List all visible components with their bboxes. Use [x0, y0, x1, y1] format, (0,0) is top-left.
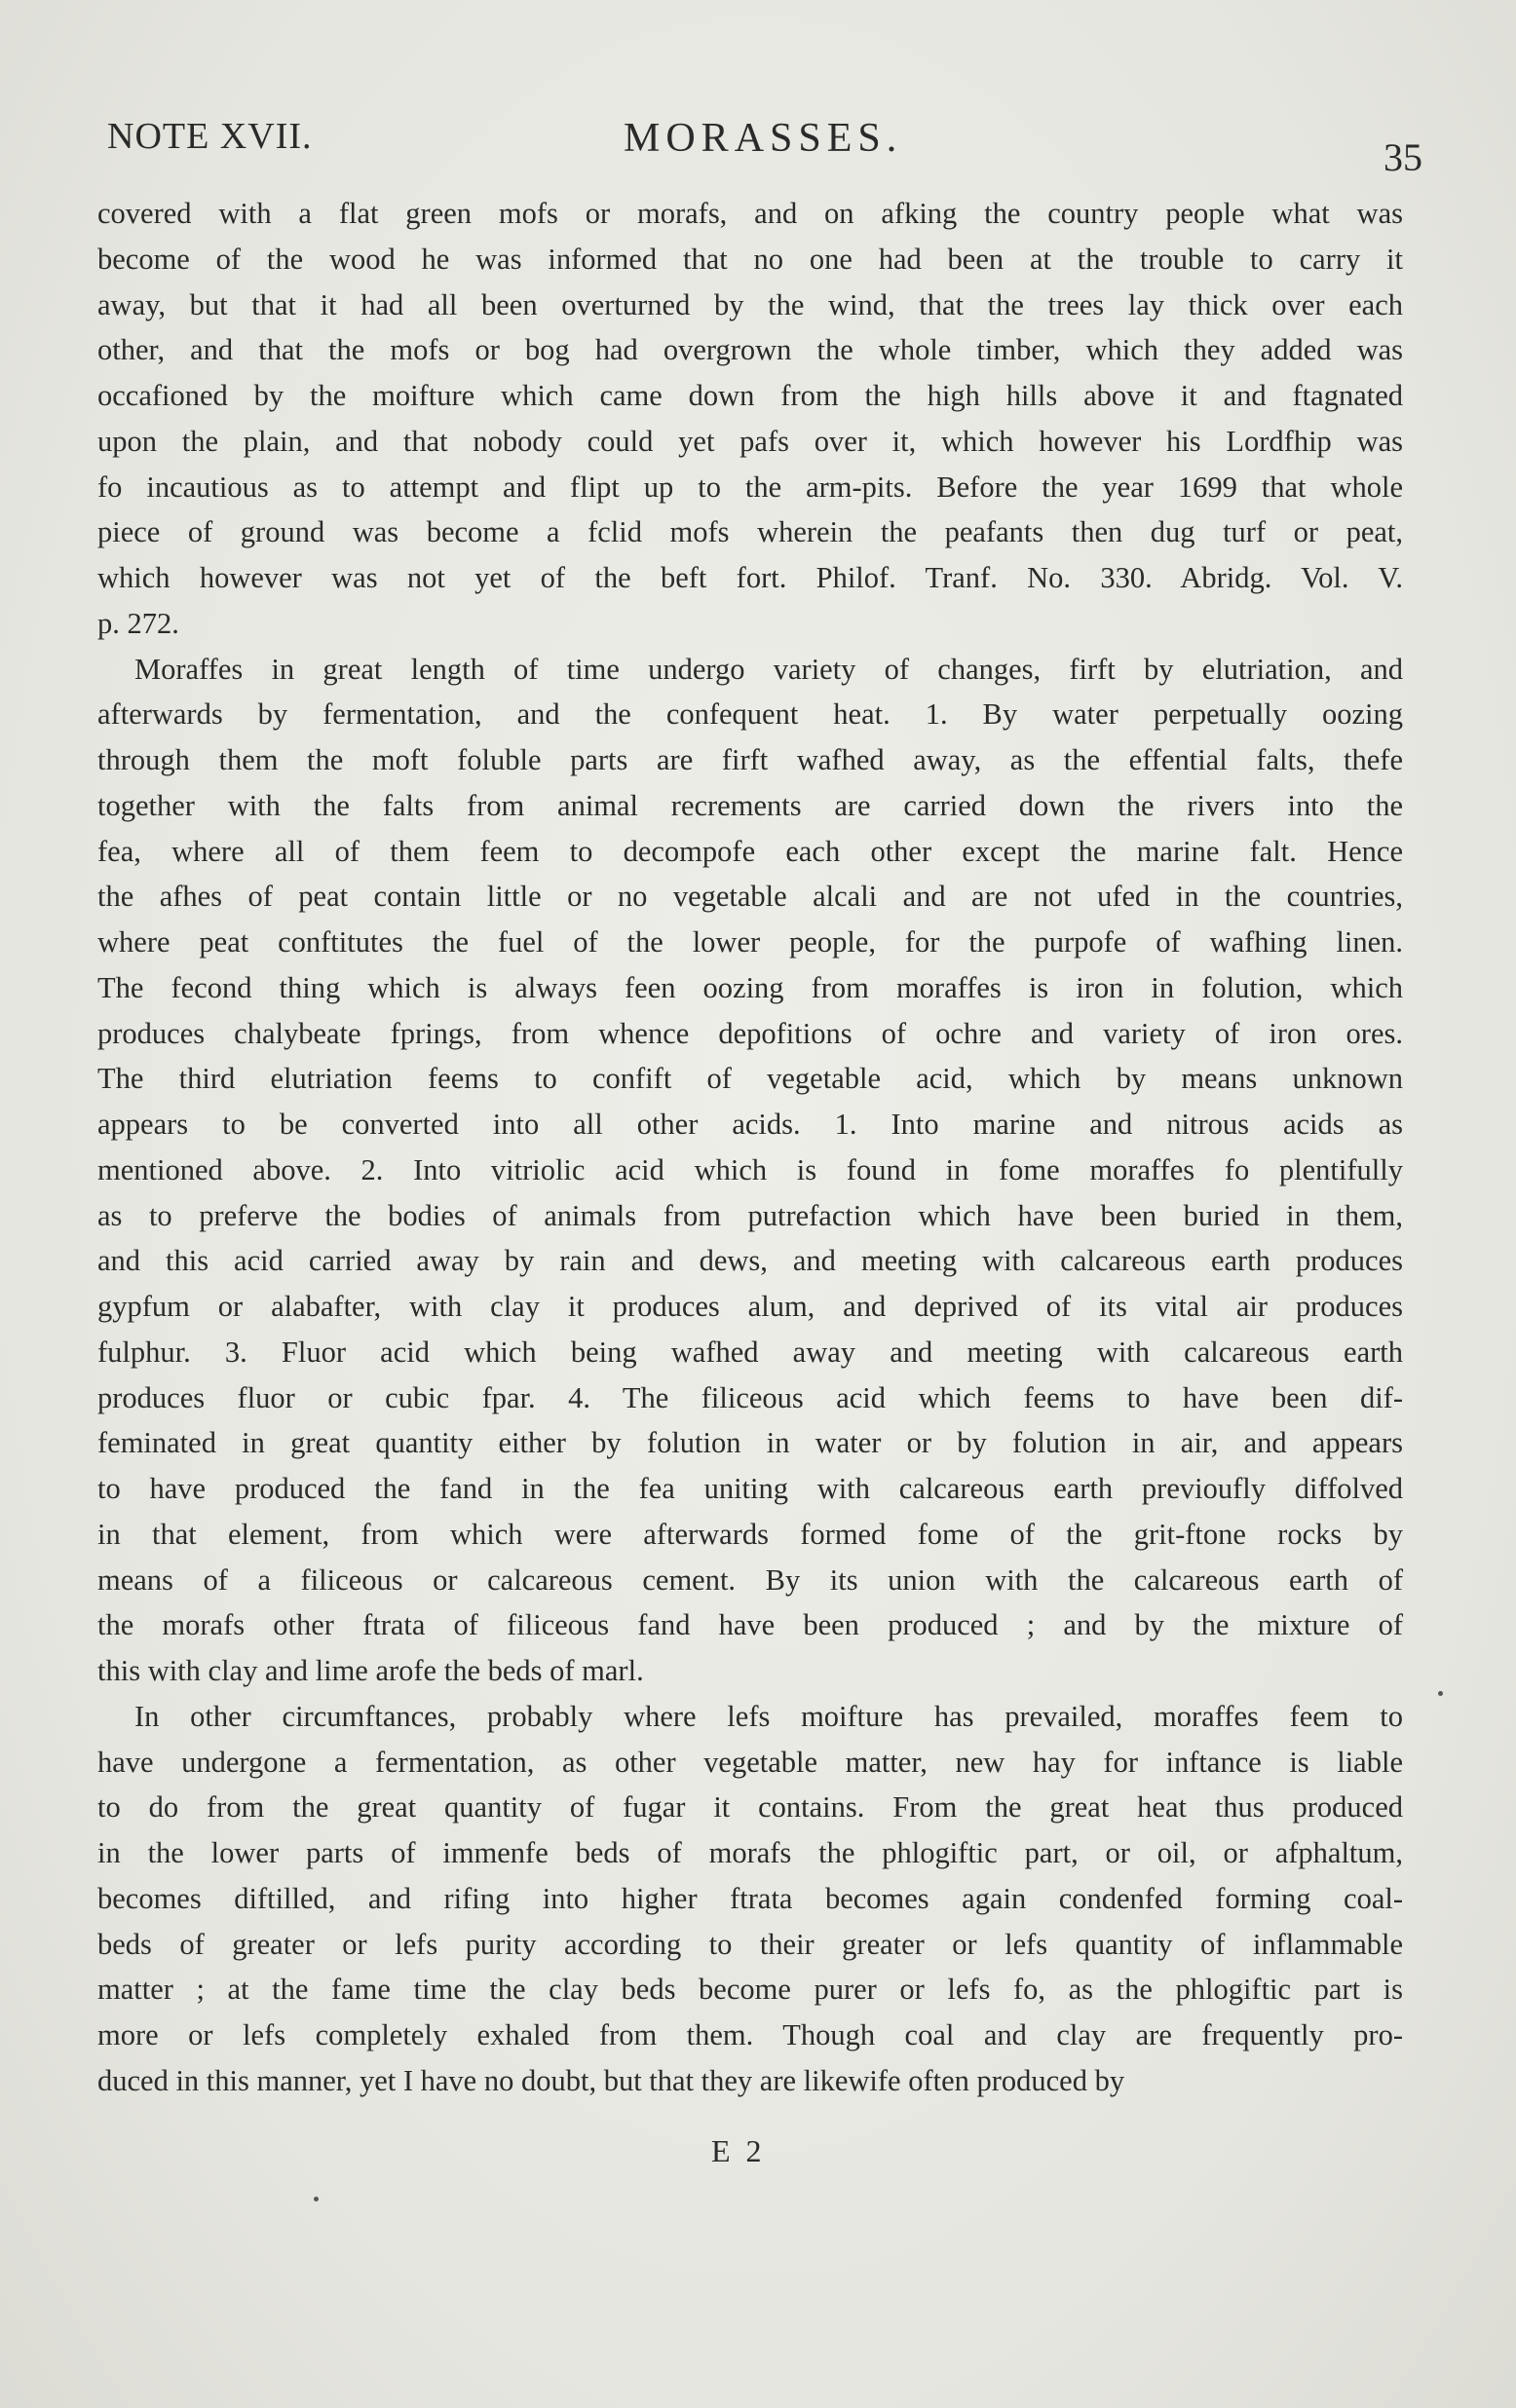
text-line: appears to be converted into all other acids. 1. Into marine and nitrous acids as: [97, 1108, 1403, 1141]
text-line: produces fluor or cubic fpar. 4. The filiceous acid which feems to have been dif-: [97, 1380, 1403, 1414]
text-line: through them the moft foluble parts are firft wafhed away, as the effential falts, thefe: [97, 743, 1403, 776]
text-line: the morafs other ftrata of filiceous fand have been produced ; and by the mixture of: [97, 1608, 1403, 1642]
text-line: mentioned above. 2. Into vitriolic acid which is found in fome moraffes fo plentifully: [97, 1152, 1403, 1186]
text-line: The third elutriation feems to confift of vegetable acid, which by means unknown: [97, 1062, 1403, 1096]
text-line: matter ; at the fame time the clay beds become purer or lefs fo, as the phlogiftic part is: [97, 1973, 1403, 2007]
text-line: produces chalybeate fprings, from whence depofitions of ochre and variety of iron ores.: [97, 1016, 1403, 1050]
text-line: other, and that the mofs or bog had overgrown the whole timber, which they added was: [97, 333, 1403, 367]
text-line: covered with a flat green mofs or morafs, and on afking the country people what was: [97, 197, 1403, 230]
text-line: The fecond thing which is always feen oozing from moraffes is iron in folution, which: [97, 970, 1403, 1004]
text-line: and this acid carried away by rain and dews, and meeting with calcareous earth produces: [97, 1244, 1403, 1278]
ink-speck: [314, 2197, 319, 2201]
paragraph: [97, 1694, 1403, 2104]
text-line: duced in this manner, yet I have no doubt, but that they are likewife often produced by: [97, 2063, 1125, 2097]
text-line: beds of greater or lefs purity according to their greater or lefs quantity of inflammable: [97, 1927, 1403, 1961]
text-line: more or lefs completely exhaled from them. Though coal and clay are frequently pro-: [97, 2018, 1403, 2051]
signature-mark: E 2: [711, 2133, 766, 2168]
text-line: the afhes of peat contain little or no vegetable alcali and are not ufed in the countries,: [97, 880, 1403, 914]
body-text: [97, 191, 1403, 2104]
text-line: In other circumftances, probably where lefs moifture has prevailed, moraffes feem to: [134, 1699, 1403, 1733]
ink-speck: [1438, 1691, 1443, 1696]
text-line: where peat conftitutes the fuel of the lower people, for the purpofe of wafhing linen.: [97, 925, 1403, 959]
page-title: MORASSES.: [624, 116, 903, 161]
paragraph: [97, 647, 1403, 1694]
text-line: fea, where all of them feem to decompofe each other except the marine falt. Hence: [97, 834, 1403, 868]
text-line: upon the plain, and that nobody could yet pafs over it, which however his Lordfhip was: [97, 424, 1403, 458]
text-line: Moraffes in great length of time undergo variety of changes, firft by elutriation, and: [134, 652, 1403, 686]
text-line: fulphur. 3. Fluor acid which being wafhed away and meeting with calcareous earth: [97, 1335, 1403, 1369]
text-line: together with the falts from animal recrements are carried down the rivers into the: [97, 788, 1403, 822]
note-label: NOTE XVII.: [107, 116, 313, 157]
text-line: p. 272.: [97, 606, 179, 640]
running-header: [107, 115, 1422, 179]
text-line: gypfum or alabafter, with clay it produces alum, and deprived of its vital air produces: [97, 1290, 1403, 1323]
text-line: have undergone a fermentation, as other vegetable matter, new hay for inftance is liable: [97, 1745, 1403, 1779]
text-line: becomes diftilled, and rifing into higher ftrata becomes again condenfed forming coal-: [97, 1881, 1403, 1915]
text-line: in the lower parts of immenfe beds of morafs the phlogiftic part, or oil, or afphaltum,: [97, 1836, 1403, 1869]
page-number: 35: [1383, 135, 1422, 179]
text-line: away, but that it had all been overturned by the wind, that the trees lay thick over each: [97, 287, 1403, 321]
text-line: to do from the great quantity of fugar it contains. From the great heat thus produced: [97, 1790, 1403, 1825]
text-line: afterwards by fermentation, and the confequent heat. 1. By water perpetually oozing: [97, 697, 1403, 732]
text-line: means of a filiceous or calcareous cement. By its union with the calcareous earth of: [97, 1562, 1403, 1597]
text-line: in that element, from which were afterwards formed fome of the grit-ftone rocks by: [97, 1517, 1403, 1551]
text-line: feminated in great quantity either by folution in water or by folution in air, and appears: [97, 1426, 1403, 1460]
text-line: piece of ground was become a fclid mofs wherein the peafants then dug turf or peat,: [97, 515, 1403, 549]
text-line: which however was not yet of the beft fort. Philof. Tranf. No. 330. Abridg. Vol. V.: [97, 561, 1403, 594]
paragraph: [97, 191, 1403, 647]
text-line: occafioned by the moifture which came down from the high hills above it and ftagnated: [97, 379, 1403, 412]
text-line: to have produced the fand in the fea uniting with calcareous earth previoufly diffolved: [97, 1472, 1403, 1505]
text-line: become of the wood he was informed that no one had been at the trouble to carry it: [97, 242, 1403, 276]
text-line: as to preferve the bodies of animals from putrefaction which have been buried in them,: [97, 1198, 1403, 1232]
text-line: fo incautious as to attempt and flipt up to the arm-pits. Before the year 1699 that whole: [97, 470, 1403, 504]
text-line: this with clay and lime arofe the beds of marl.: [97, 1654, 644, 1687]
